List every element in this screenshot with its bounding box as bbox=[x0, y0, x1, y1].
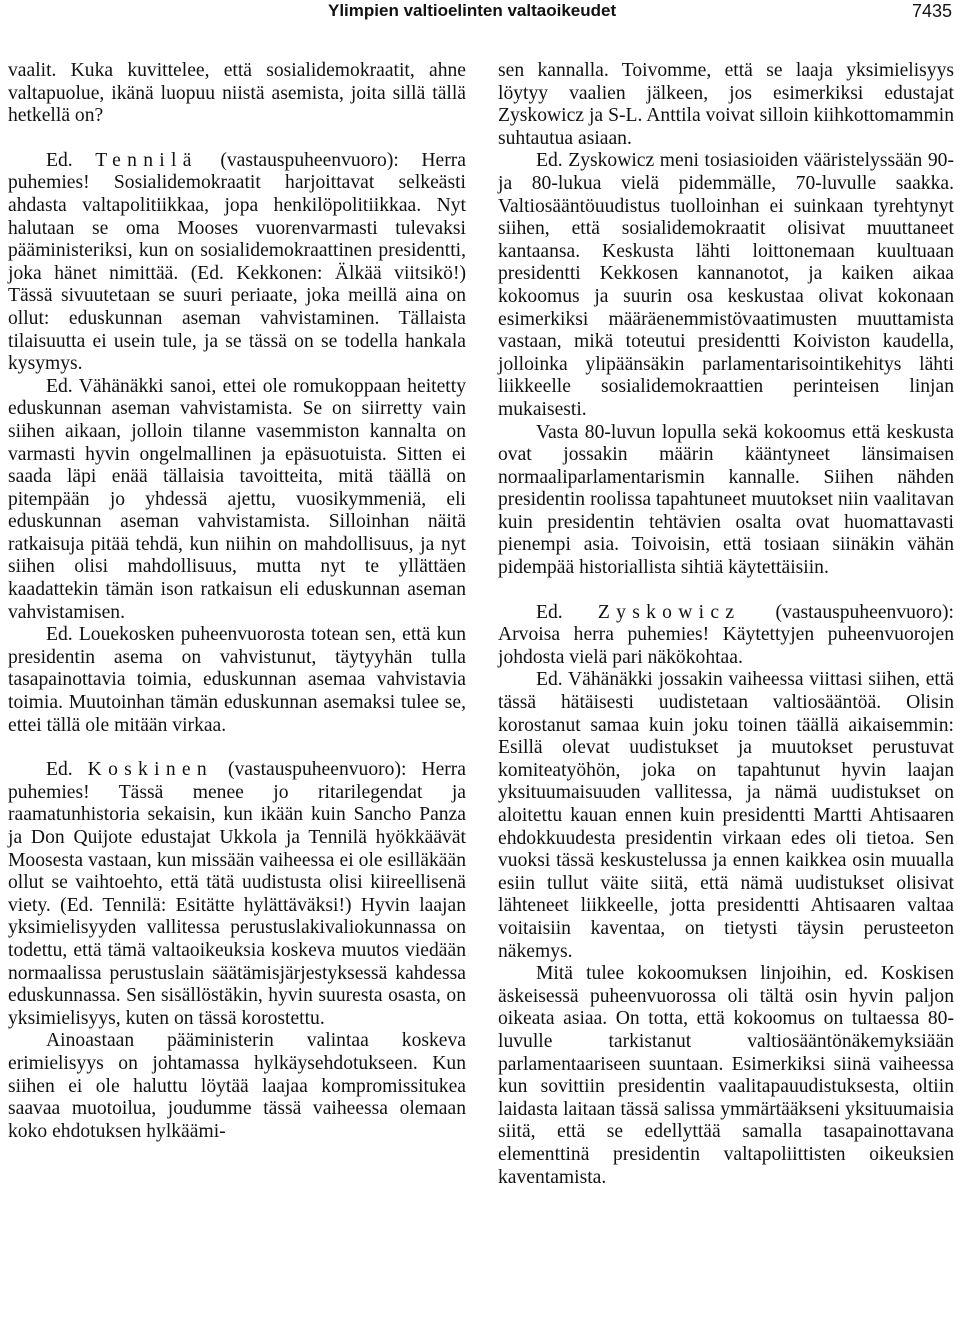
page-number: 7435 bbox=[911, 1, 952, 21]
paragraph: Vasta 80-luvun lopulla sekä kokoomus että keskusta ovat jossakin määrin kääntyneet länsimaisen normaaliparlamentarismin kannalle. Siihen nähden presidentin roolissa tapahtuneet muutokset niin vaalitavan kuin presidentin tehtävien osalta ovat huomattavasti pienempi asia. Toivoisin, että tosiaan siinäkin vähän pidempää historiallista sihtiä käytettäisiin. bbox=[498, 421, 954, 579]
paragraph: Ed. Louekosken puheenvuorosta totean sen, että kun presidentin asema on vahvistunut, täytyyhän tulla tasapainottavia toimia, eduskunnan asemaa vahvistavia toimia. Muutoinhan tämän eduskunnan asemaksi tulee se, ettei tällä ole mitään virkaa. bbox=[8, 624, 466, 736]
speech-tennila bbox=[8, 150, 466, 376]
speech-text: (vastauspuheenvuoro): Herra puhemies! Tässä menee jo ritarilegendat ja raamatunhistoria sekaisin, kun ikään kuin Sancho Panza ja Don Quijote edustajat Ukkola ja Tennilä hyökkäävät Moosesta vastaan, kun missään vaiheessa ei ole esilläkään ollut se vaihtoehto, että tätä uudistusta olisi kiireellisenä viety. (Ed. Tennilä: Esitätte hylättäväksi!) Hyvin laajan yksimielisyyden vallitessa perustuslakivaliokunnassa on todettu, että tämä valtaoikeuksia koskeva muutos viedään normaalissa perustuslain säätämisjärjestyksessä kahdessa eduskunnassa. Sen sisällöstäkin, hyvin suuresta osasta, on yksimielisyys, kuten on tässä korostettu. bbox=[8, 759, 467, 1029]
speech-prefix: Ed. bbox=[46, 149, 96, 171]
running-header bbox=[0, 0, 960, 26]
paragraph: vaalit. Kuka kuvittelee, että sosialidemokraatit, ahne valtapuolue, ikänä luopuu niistä asemista, joita sillä tällä hetkellä on? bbox=[8, 60, 466, 127]
paragraph: Mitä tulee kokoomuksen linjoihin, ed. Koskisen äskeisessä puheenvuorossa oli tältä osin hyvin paljon oikeata asiaa. On totta, että kokoomus on tultaessa 80-luvulle tarkistanut valtiosääntönäkemyksiään parlamentaariseen suuntaan. Esimerkiksi siinä vaiheessa kun sovittiin presidentin vaalitapauudistuksesta, oltiin laidasta laitaan tässä salissa ymmärtääkseni yksituumaisia siitä, että se edellyttää samalla tasapainottavana elementtinä presidentin valtapoliittisten oikeuksien kaventamista. bbox=[498, 963, 954, 1188]
speaker-name: Koskinen bbox=[87, 759, 213, 781]
paragraph: sen kannalla. Toivomme, että se laaja yksimielisyys löytyy vaalien jälkeen, jos esimerkiksi edustajat Zyskowicz ja S-L. Anttila voivat silloin kiihkottomammin suhtautua asiaan. bbox=[498, 60, 954, 149]
speaker-name: Zyskowicz bbox=[597, 601, 741, 623]
speech-koskinen bbox=[8, 759, 466, 1030]
left-column bbox=[8, 60, 466, 1143]
speech-zyskowicz bbox=[498, 602, 954, 670]
speech-prefix: Ed. bbox=[536, 601, 598, 623]
paragraph: Ed. Zyskowicz meni tosiasioiden vääristelyssään 90- ja 80-lukua vielä pidemmälle, 70-luvulle saakka. Valtiosääntöuudistus tuolloinhan ei suinkaan tyrehtynyt siihen, että sosialidemokraatit olisivat muuttaneet kantaansa. Keskusta lähti loittonemaan kuultuaan presidentti Kekkosen kannanotot, ja kaiken aikaa kokoomus ja suurin osa keskustaa olivat kokonaan esimerkiksi määräenemmistövaatimusten muuttamista vastaan, mikä toteutui presidentti Koiviston kaudella, jolloinka ylipäänsäkin parlamentarisointikehitys lähti liikkeelle sosialidemokraattien perinteisen linjan mukaisesti. bbox=[498, 150, 954, 420]
paragraph: Ed. Vähänäkki jossakin vaiheessa viittasi siihen, että tässä hätäisesti uudistetaan valtiosääntöä. Olisin korostanut samaa kuin joku toinen täällä aikaisemmin: Esillä olevat uudistukset ja muutokset perustuvat komiteatyöhön, joka on tapahtunut hyvin laajan yksituumaisuuden vallitessa, ja nämä uudistukset on aloitettu kauan ennen kuin presidentti Martti Ahtisaaren ehdokkuudesta presidentin virkaan edes oli tietoa. Sen vuoksi tässä keskustelussa ja ennen kaikkea osin muualla esiin tullut väite siitä, että nämä uudistukset olisivat lähteneet liikkeelle, jotta presidentti Ahtisaaren valtaa voitaisiin kaventaa, on tietysti täysin perusteeton näkemys. bbox=[498, 669, 954, 962]
speech-text: (vastauspuheenvuoro): Herra puhemies! Sosialidemokraatit harjoittavat selkeästi ahdasta valtapolitiikkaa, jopa henkilöpolitiikkaa. Nyt halutaan se oma Mooses vuorenvarmasti tulevaksi pääministeriksi, kun on sosialidemokraattinen presidentti, joka hänet nimittää. (Ed. Kekkonen: Älkää viitsikö!) Tässä sivuutetaan se suuri periaate, joka meillä aina on ollut: eduskunnan aseman vahvistaminen. Tällaista tilaisuutta ei usein tule, ja se tässä on se todella hankala kysymys. bbox=[8, 149, 467, 375]
speech-prefix: Ed. bbox=[46, 759, 88, 781]
paragraph: Ainoastaan pääministerin valintaa koskeva erimielisyys on johtamassa hylkäysehdotukseen. Kun siihen ei ole haluttu löytää laajaa kompromissitukea saavaa muotoilua, joudumme tässä vaiheessa olemaan koko ehdotuksen hylkäämi- bbox=[8, 1030, 466, 1142]
running-title: Ylimpien valtioelinten valtaoikeudet bbox=[328, 1, 617, 20]
speaker-name: Tennilä bbox=[95, 149, 198, 171]
speech-text: (vastauspuheenvuoro): Arvoisa herra puhemies! Käytettyjen puheenvuorojen johdosta vielä pari näkökohtaa. bbox=[498, 601, 954, 668]
right-column bbox=[498, 60, 954, 1189]
paragraph: Ed. Vähänäkki sanoi, ettei ole romukoppaan heitetty eduskunnan aseman vahvistamista. Se on siirretty vain siihen aikaan, jolloin tilanne vasemmiston kannalta on varmasti hyvin ongelmallinen ja epäsuotuista. Sitten ei saada läpi enää tällaisia tavoitteita, mitä täällä on pitempään jo yhdessä ajettu, vuosikymmeniä, eli eduskunnan aseman vahvistamista. Silloinhan näitä ratkaisuja pitää tehdä, kun niihin on mahdollisuus, ja nyt siihen olisi mahdollisuus, mutta nyt te yllättäen kaadattekin tämän ison ratkaisun eli eduskunnan aseman vahvistamisen. bbox=[8, 375, 466, 623]
